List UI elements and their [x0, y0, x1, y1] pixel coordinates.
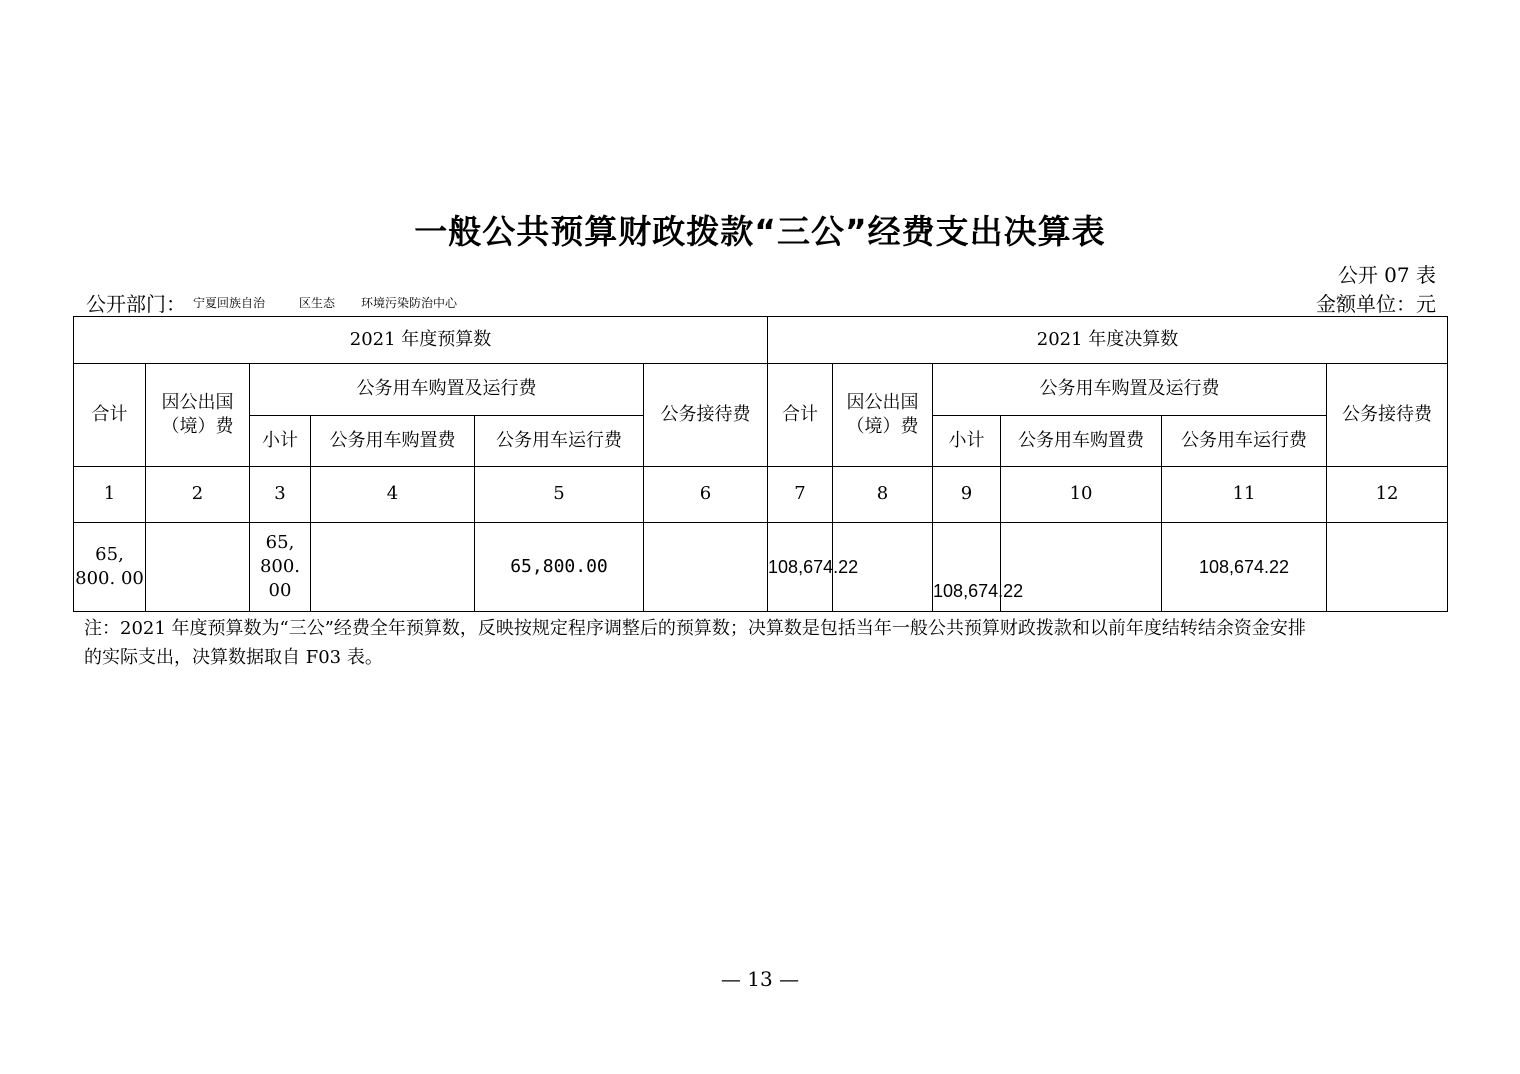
column-number: 6 [644, 467, 768, 523]
department-label: 公开部门： [86, 292, 186, 316]
three-public-expenses-table [73, 316, 1448, 612]
budget-abroad-header: 因公出国（境）费 [146, 364, 250, 467]
table-note [84, 614, 1438, 672]
budget-total-header: 合计 [74, 364, 146, 467]
form-number: 公开 07 表 [1337, 263, 1436, 287]
budget-vehicle-header: 公务用车购置及运行费 [250, 364, 644, 416]
column-number: 8 [833, 467, 933, 523]
final-reception-header: 公务接待费 [1327, 364, 1448, 467]
department-name-part-2: 区生态 [299, 296, 336, 310]
page-title: 一般公共预算财政拨款“三公”经费支出决算表 [414, 212, 1106, 251]
final-vehicle-header: 公务用车购置及运行费 [933, 364, 1327, 416]
final-vehicle-purchase-header: 公务用车购置费 [1001, 416, 1162, 467]
column-number: 9 [933, 467, 1001, 523]
final-reception-value [1327, 523, 1448, 612]
note-line-2: 的实际支出，决算数据取自 F03 表。 [84, 647, 383, 668]
final-total-header: 合计 [768, 364, 833, 467]
budget-header: 2021 年度预算数 [74, 317, 768, 364]
column-number: 2 [146, 467, 250, 523]
column-number: 3 [250, 467, 311, 523]
budget-vehicle-purchase-header: 公务用车购置费 [311, 416, 475, 467]
budget-reception-value [644, 523, 768, 612]
final-header: 2021 年度决算数 [768, 317, 1448, 364]
note-line-1: 注：2021 年度预算数为“三公”经费全年预算数，反映按规定程序调整后的预算数；决算数是包括当年一般公共预算财政拨款和以前年度结转结余资金安排 [84, 618, 1306, 639]
final-vehicle-purchase-value [1001, 523, 1162, 612]
budget-total-value: 65, 800. 00 [74, 523, 146, 612]
column-number: 12 [1327, 467, 1448, 523]
final-subtotal-value: 108,674.22 [933, 523, 1001, 612]
column-number: 5 [475, 467, 644, 523]
column-number: 1 [74, 467, 146, 523]
column-number: 7 [768, 467, 833, 523]
budget-vehicle-purchase-value [311, 523, 475, 612]
budget-vehicle-run-header: 公务用车运行费 [475, 416, 644, 467]
budget-subtotal-header: 小计 [250, 416, 311, 467]
final-total-value: 108,674.22 [768, 523, 833, 612]
department-name-part-3: 环境污染防治中心 [361, 296, 458, 310]
final-subtotal-header: 小计 [933, 416, 1001, 467]
final-vehicle-run-value: 108,674.22 [1162, 523, 1327, 612]
budget-vehicle-run-value: 65,800.00 [475, 523, 644, 612]
column-number: 10 [1001, 467, 1162, 523]
column-number: 4 [311, 467, 475, 523]
final-vehicle-run-header: 公务用车运行费 [1162, 416, 1327, 467]
department-name-part-1: 宁夏回族自治 [193, 296, 266, 310]
column-number: 11 [1162, 467, 1327, 523]
page-number: — 13 — [720, 967, 800, 991]
amount-unit: 金额单位：元 [1316, 292, 1436, 316]
budget-abroad-value [146, 523, 250, 612]
final-abroad-header: 因公出国（境）费 [833, 364, 933, 467]
budget-subtotal-value: 65, 800. 00 [250, 523, 311, 612]
budget-reception-header: 公务接待费 [644, 364, 768, 467]
